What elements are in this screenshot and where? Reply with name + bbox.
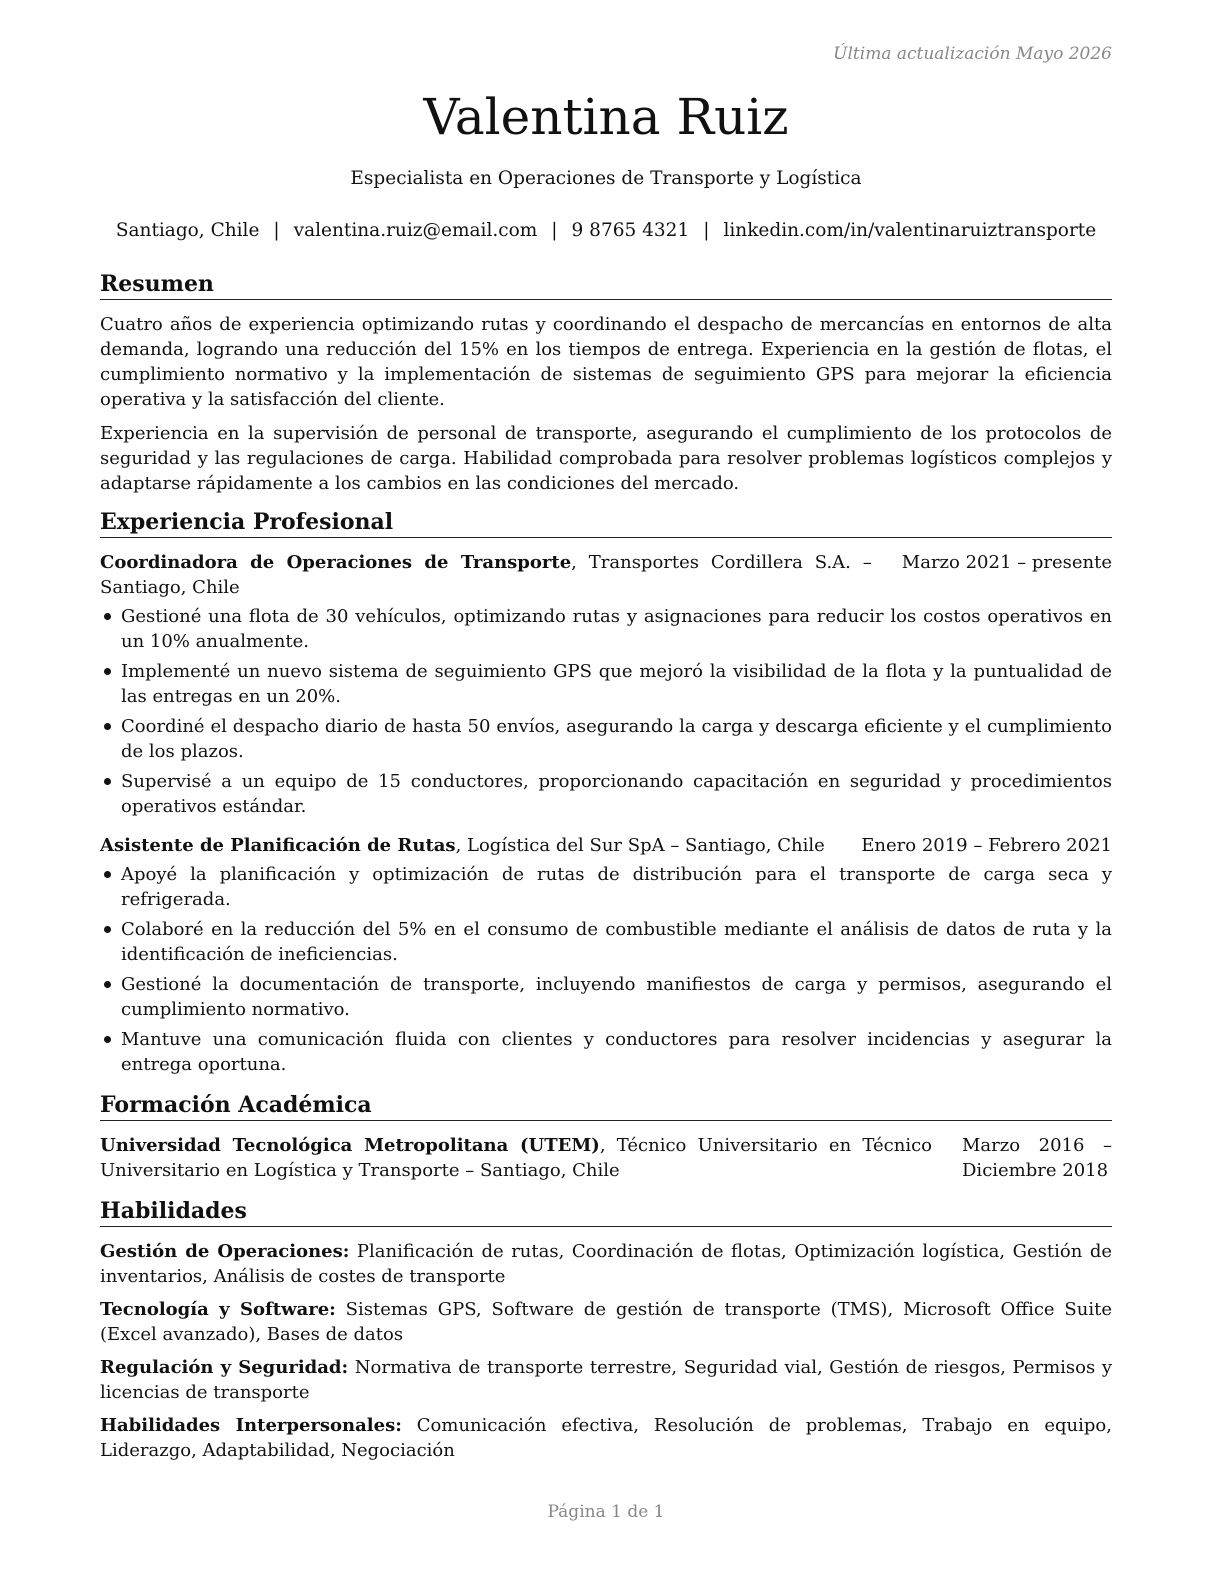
list-item: Gestioné una flota de 30 vehículos, optimizando rutas y asignaciones para reducir los costos operativos en un 10% anualmente. [100, 604, 1112, 654]
list-item: Supervisé a un equipo de 15 conductores, proporcionando capacitación en seguridad y procedimientos operativos estándar. [100, 769, 1112, 819]
skill-line [100, 1355, 1112, 1405]
skill-label: Tecnología y Software: [100, 1299, 336, 1320]
section-heading: Habilidades [100, 1197, 1112, 1227]
education-title-line [100, 1133, 962, 1183]
summary-section [100, 270, 1112, 496]
last-updated: Última actualización Mayo 2026 [833, 44, 1112, 64]
contact-line [100, 219, 1112, 243]
contact-separator: | [551, 220, 558, 241]
education-section [100, 1091, 1112, 1183]
skill-text: Normativa de transporte terrestre, Seguridad vial, Gestión de riesgos, Permisos y licencias de transporte [100, 1357, 1112, 1403]
contact-location: Santiago, Chile [115, 220, 260, 241]
contact-separator: | [703, 220, 710, 241]
skill-text: Comunicación efectiva, Resolución de problemas, Trabajo en equipo, Liderazgo, Adaptabilidad, Negociación [100, 1415, 1112, 1461]
skill-line [100, 1413, 1112, 1463]
job-organization: , Logística del Sur SpA – Santiago, Chile [455, 835, 825, 856]
job-bullets [100, 862, 1112, 1077]
job-entry [100, 833, 1112, 1077]
job-header [100, 550, 1112, 600]
page-number: Página 1 de 1 [547, 1502, 665, 1522]
skill-label: Habilidades Interpersonales: [100, 1415, 402, 1436]
job-role: Coordinadora de Operaciones de Transporte [100, 552, 572, 573]
contact-linkedin[interactable]: linkedin.com/in/valentinaruiztransporte [723, 220, 1097, 241]
list-item: Mantuve una comunicación fluida con clientes y conductores para resolver incidencias y asegurar la entrega oportuna. [100, 1027, 1112, 1077]
list-item: Implementé un nuevo sistema de seguimiento GPS que mejoró la visibilidad de la flota y la puntualidad de las entregas en un 20%. [100, 659, 1112, 709]
contact-phone: 9 8765 4321 [571, 220, 690, 241]
education-detail: , Técnico Universitario en Técnico Universitario en Logística y Transporte – Santiago, Chile [100, 1135, 932, 1181]
resume-content [100, 270, 1112, 1475]
experience-section [100, 508, 1112, 1077]
education-entry [100, 1133, 1112, 1183]
contact-email[interactable]: valentina.ruiz@email.com [293, 220, 538, 241]
job-title-line [100, 833, 861, 858]
section-heading: Experiencia Profesional [100, 508, 1112, 538]
list-item: Gestioné la documentación de transporte, incluyendo manifiestos de carga y permisos, asegurando el cumplimiento normativo. [100, 972, 1112, 1022]
education-school: Universidad Tecnológica Metropolitana (UTEM) [100, 1135, 600, 1156]
skill-line [100, 1297, 1112, 1347]
contact-separator: | [273, 220, 280, 241]
section-heading: Resumen [100, 270, 1112, 300]
list-item: Colaboré en la reducción del 5% en el consumo de combustible mediante el análisis de datos de ruta y la identificación de ineficiencias. [100, 917, 1112, 967]
skill-label: Regulación y Seguridad: [100, 1357, 349, 1378]
job-bullets [100, 604, 1112, 819]
candidate-title: Especialista en Operaciones de Transporte y Logística [350, 168, 862, 189]
list-item: Apoyé la planificación y optimización de rutas de distribución para el transporte de carga seca y refrigerada. [100, 862, 1112, 912]
list-item: Coordiné el despacho diario de hasta 50 envíos, asegurando la carga y descarga eficiente y el cumplimiento de los plazos. [100, 714, 1112, 764]
summary-paragraph: Experiencia en la supervisión de personal de transporte, asegurando el cumplimiento de los protocolos de seguridad y las regulaciones de carga. Habilidad comprobada para resolver problemas logísticos complejos y adaptarse rápidamente a los cambios en las condiciones del mercado. [100, 423, 1112, 494]
job-dates: Marzo 2021 – presente [901, 552, 1112, 573]
job-role: Asistente de Planificación de Rutas [100, 835, 456, 856]
skill-label: Gestión de Operaciones: [100, 1241, 350, 1262]
resume-page [100, 0, 1112, 1584]
skills-section [100, 1197, 1112, 1463]
summary-paragraph: Cuatro años de experiencia optimizando rutas y coordinando el despacho de mercancías en entornos de alta demanda, logrando una reducción del 15% en los tiempos de entrega. Experiencia en la gestión de flotas, el cumplimiento normativo y la implementación de sistemas de seguimiento GPS para mejorar la eficiencia operativa y la satisfacción del cliente. [100, 314, 1112, 410]
education-dates: Marzo 2016 – Diciembre 2018 [962, 1135, 1112, 1181]
job-entry [100, 550, 1112, 819]
skill-text: Sistemas GPS, Software de gestión de transporte (TMS), Microsoft Office Suite (Excel avanzado), Bases de datos [100, 1299, 1112, 1345]
skill-line [100, 1239, 1112, 1289]
section-heading: Formación Académica [100, 1091, 1112, 1121]
job-dates: Enero 2019 – Febrero 2021 [861, 835, 1112, 856]
job-header [100, 833, 1112, 858]
job-organization: , Transportes Cordillera S.A. – Santiago, Chile [100, 552, 872, 598]
skill-text: Planificación de rutas, Coordinación de flotas, Optimización logística, Gestión de inventarios, Análisis de costes de transporte [100, 1241, 1112, 1287]
candidate-name: Valentina Ruiz [423, 88, 789, 146]
job-title-line [100, 550, 902, 600]
